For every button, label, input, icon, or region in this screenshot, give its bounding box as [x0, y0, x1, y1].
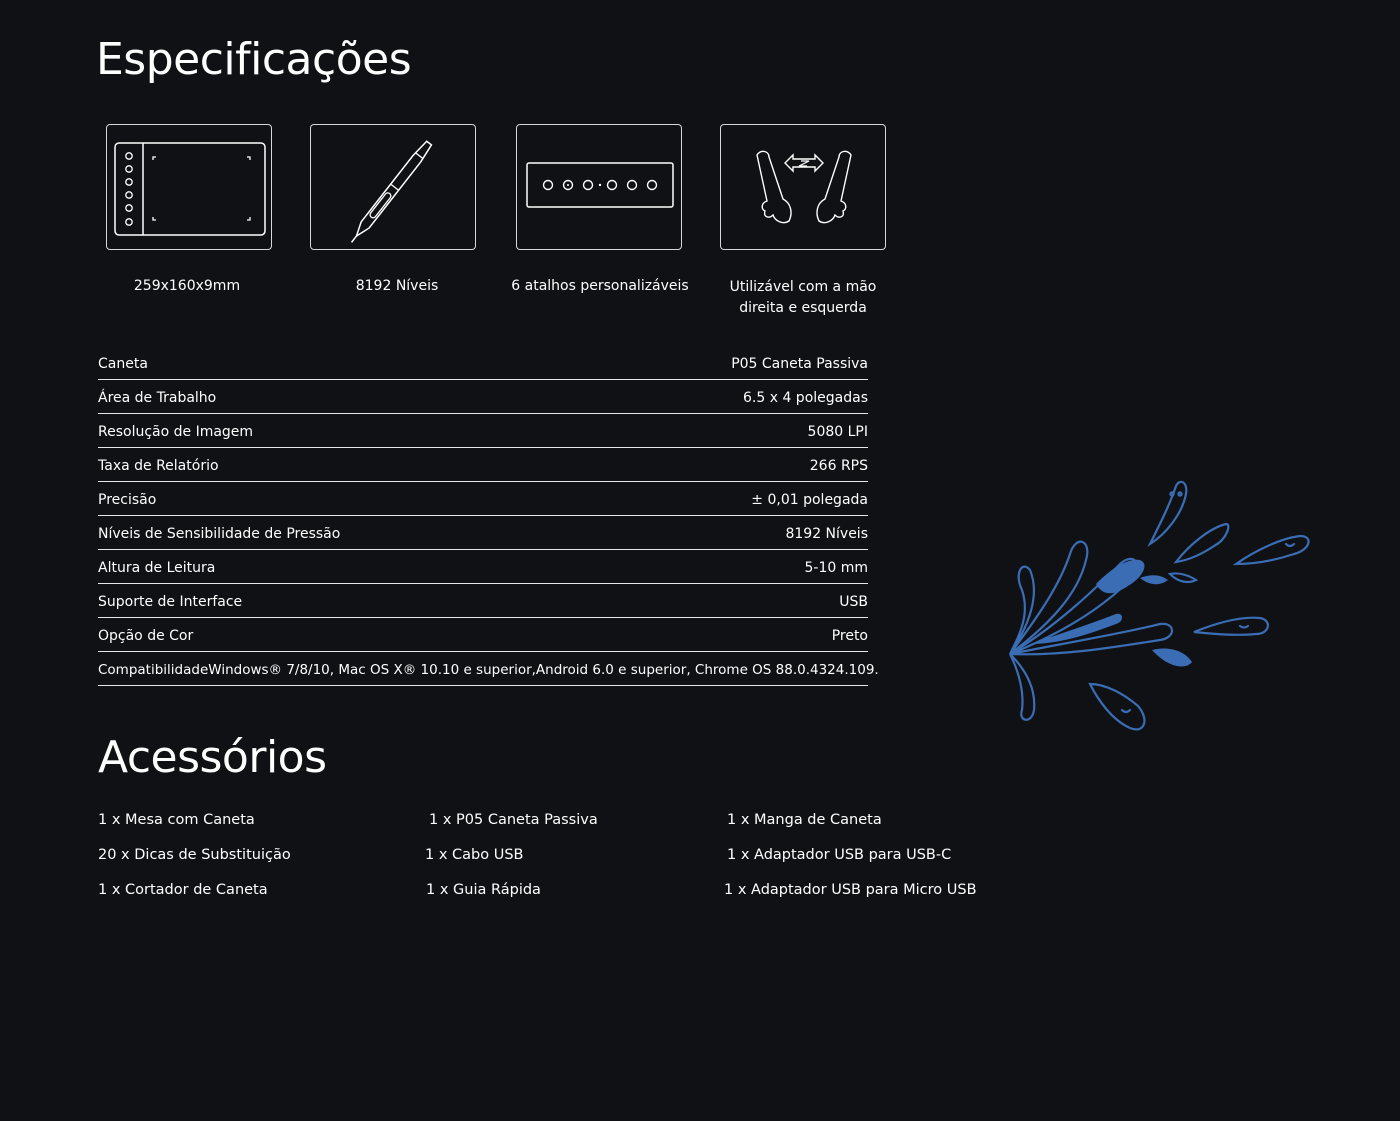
- ambidextrous-hands-icon: [720, 124, 886, 250]
- accessory-item: 1 x Adaptador USB para Micro USB: [724, 882, 977, 898]
- spec-value: ± 0,01 polegada: [751, 491, 868, 508]
- feature-label-pressure: 8192 Níveis: [355, 278, 439, 294]
- spec-key: Compatibilidade: [98, 661, 209, 678]
- spec-key: Precisão: [98, 491, 157, 508]
- spec-key: Suporte de Interface: [98, 593, 243, 610]
- spec-value: 6.5 x 4 polegadas: [743, 389, 868, 406]
- spec-key: Níveis de Sensibilidade de Pressão: [98, 525, 341, 542]
- spec-value: USB: [839, 593, 868, 610]
- spec-value: 5-10 mm: [804, 559, 868, 576]
- spec-row: [98, 584, 868, 618]
- spec-row: [98, 516, 868, 550]
- shortcut-keys-icon: [516, 124, 682, 250]
- spec-row: [98, 618, 868, 652]
- specs-title: Especificações: [96, 34, 412, 85]
- splash-illustration-icon: [1000, 474, 1320, 744]
- accessory-item: 1 x Mesa com Caneta: [98, 812, 255, 828]
- spec-table: [98, 346, 879, 686]
- spec-row: [98, 550, 868, 584]
- spec-row: [98, 380, 868, 414]
- feature-label-hands: Utilizável com a mão direita e esquerda: [729, 279, 877, 316]
- spec-key: Taxa de Relatório: [98, 457, 219, 474]
- spec-key: Caneta: [98, 355, 148, 372]
- spec-value: 266 RPS: [809, 457, 868, 474]
- spec-key: Opção de Cor: [98, 627, 194, 644]
- spec-value: 5080 LPI: [807, 423, 868, 440]
- accessory-item: 1 x Cortador de Caneta: [98, 882, 268, 898]
- pen-icon: [310, 124, 476, 250]
- spec-row: [98, 448, 868, 482]
- spec-row: [98, 482, 868, 516]
- accessory-item: 20 x Dicas de Substituição: [98, 847, 291, 863]
- spec-value: P05 Caneta Passiva: [731, 355, 868, 372]
- spec-key: Resolução de Imagem: [98, 423, 254, 440]
- spec-row: [98, 346, 868, 380]
- spec-key: Altura de Leitura: [98, 559, 216, 576]
- accessories-title: Acessórios: [98, 732, 327, 783]
- spec-value: 8192 Níveis: [785, 525, 868, 542]
- accessory-item: 1 x Cabo USB: [425, 847, 524, 863]
- tablet-icon: [106, 124, 272, 250]
- spec-row: [98, 414, 868, 448]
- accessory-item: 1 x P05 Caneta Passiva: [429, 812, 598, 828]
- spec-row: [98, 652, 879, 686]
- spec-key: Área de Trabalho: [98, 389, 217, 406]
- feature-label-size: 259x160x9mm: [133, 278, 241, 294]
- spec-value: Preto: [831, 627, 868, 644]
- accessory-item: 1 x Guia Rápida: [426, 882, 541, 898]
- spec-value: Windows® 7/8/10, Mac OS X® 10.10 e superior,Android 6.0 e superior, Chrome OS 88.0.4324.109.: [208, 661, 879, 678]
- feature-label-shortcuts: 6 atalhos personalizáveis: [511, 278, 689, 294]
- accessory-item: 1 x Manga de Caneta: [727, 812, 882, 828]
- accessory-item: 1 x Adaptador USB para USB-C: [727, 847, 952, 863]
